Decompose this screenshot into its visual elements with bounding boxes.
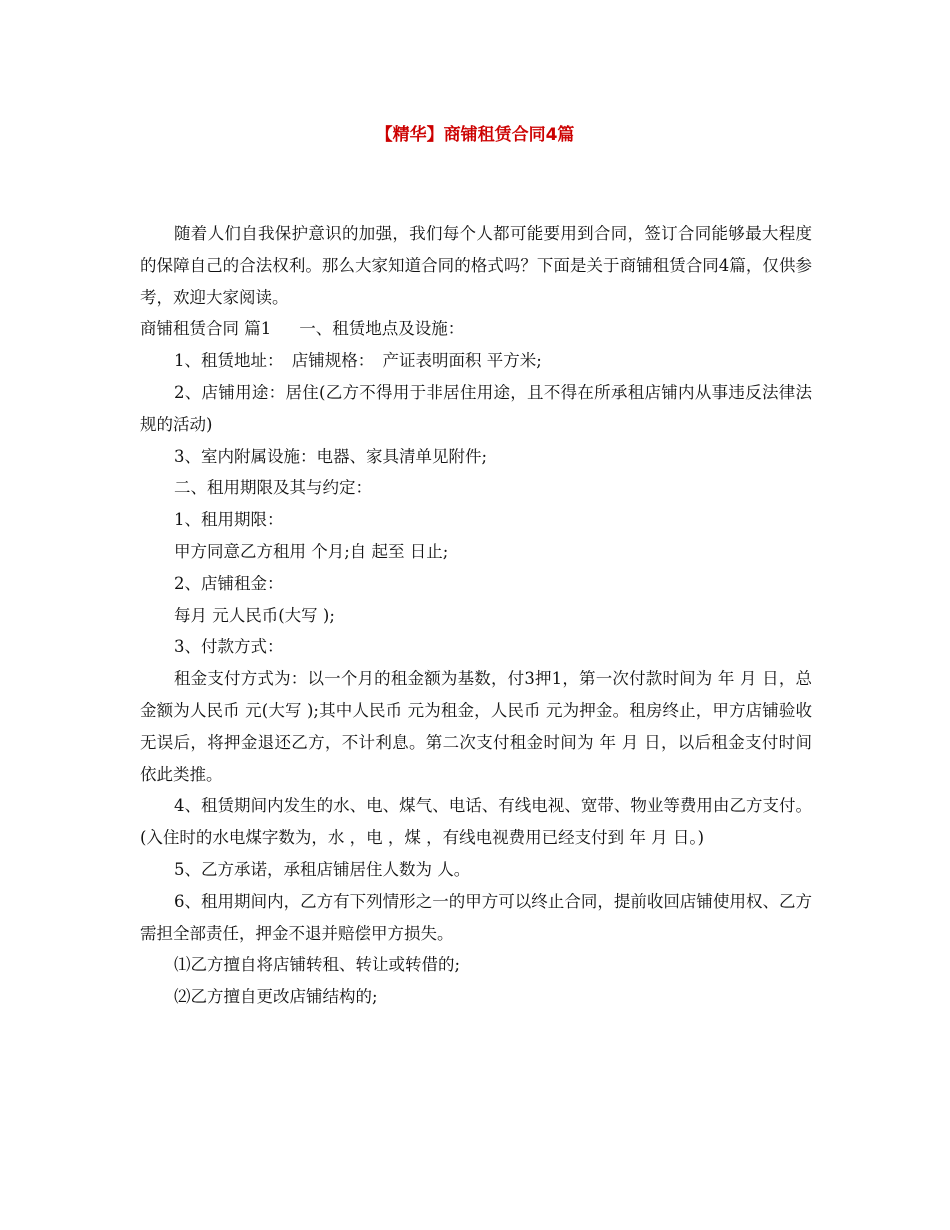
clause-termination: 6、租用期间内，乙方有下列情形之一的甲方可以终止合同，提前收回店铺使用权、乙方需担全部责任，押金不退并赔偿甲方损失。 bbox=[140, 891, 812, 943]
clause-payment-label: 3、付款方式： bbox=[174, 637, 284, 657]
clause-shop-usage: 2、店铺用途：居住(乙方不得用于非居住用途，且不得在所承租店铺内从事违反法律法规的活动) bbox=[140, 382, 812, 434]
clause-term-label: 1、租用期限： bbox=[174, 510, 284, 530]
clause-occupants: 5、乙方承诺，承租店铺居住人数为 人。 bbox=[174, 859, 471, 879]
termination-item-1: ⑴乙方擅自将店铺转租、转让或转借的; bbox=[174, 955, 461, 975]
section-heading: 一、租赁地点及设施： bbox=[299, 319, 465, 339]
clause-rental-address: 1、租赁地址： 店铺规格： 产证表明面积 平方米; bbox=[174, 351, 542, 371]
termination-item-2: ⑵乙方擅自更改店铺结构的; bbox=[174, 987, 378, 1007]
clause-utilities: 4、租赁期间内发生的水、电、煤气、电话、有线电视、宽带、物业等费用由乙方支付。(入住时的水电煤字数为，水 ，电 ，煤 ，有线电视费用已经支付到 年 月 日。) bbox=[140, 796, 812, 848]
contract-heading: 商铺租赁合同 篇1 bbox=[140, 319, 272, 339]
clause-term-detail: 甲方同意乙方租用 个月;自 起至 日止; bbox=[174, 541, 449, 561]
section-term-heading: 二、租用期限及其与约定： bbox=[174, 478, 372, 498]
clause-payment-detail: 租金支付方式为：以一个月的租金额为基数，付3押1，第一次付款时间为 年 月 日，总金额为人民币 元(大写 );其中人民币 元为租金，人民币 元为押金。租房终止，甲方店铺验收无误后，将押金退还乙方，不计利息。第二次支付租金时间为 年 月 日，以后租金支付时间依此类推。 bbox=[140, 669, 812, 784]
clause-rent-detail: 每月 元人民币(大写 ); bbox=[174, 605, 335, 625]
clause-facilities: 3、室内附属设施：电器、家具清单见附件; bbox=[174, 446, 488, 466]
intro-paragraph: 随着人们自我保护意识的加强，我们每个人都可能要用到合同，签订合同能够最大程度的保障自己的合法权利。那么大家知道合同的格式吗？下面是关于商铺租赁合同4篇，仅供参考，欢迎大家阅读。 bbox=[140, 224, 812, 307]
clause-rent-label: 2、店铺租金： bbox=[174, 573, 284, 593]
section-heading-line bbox=[140, 313, 812, 345]
document-body bbox=[140, 218, 812, 1013]
document-title: 【精华】商铺租赁合同4篇 bbox=[375, 125, 575, 145]
